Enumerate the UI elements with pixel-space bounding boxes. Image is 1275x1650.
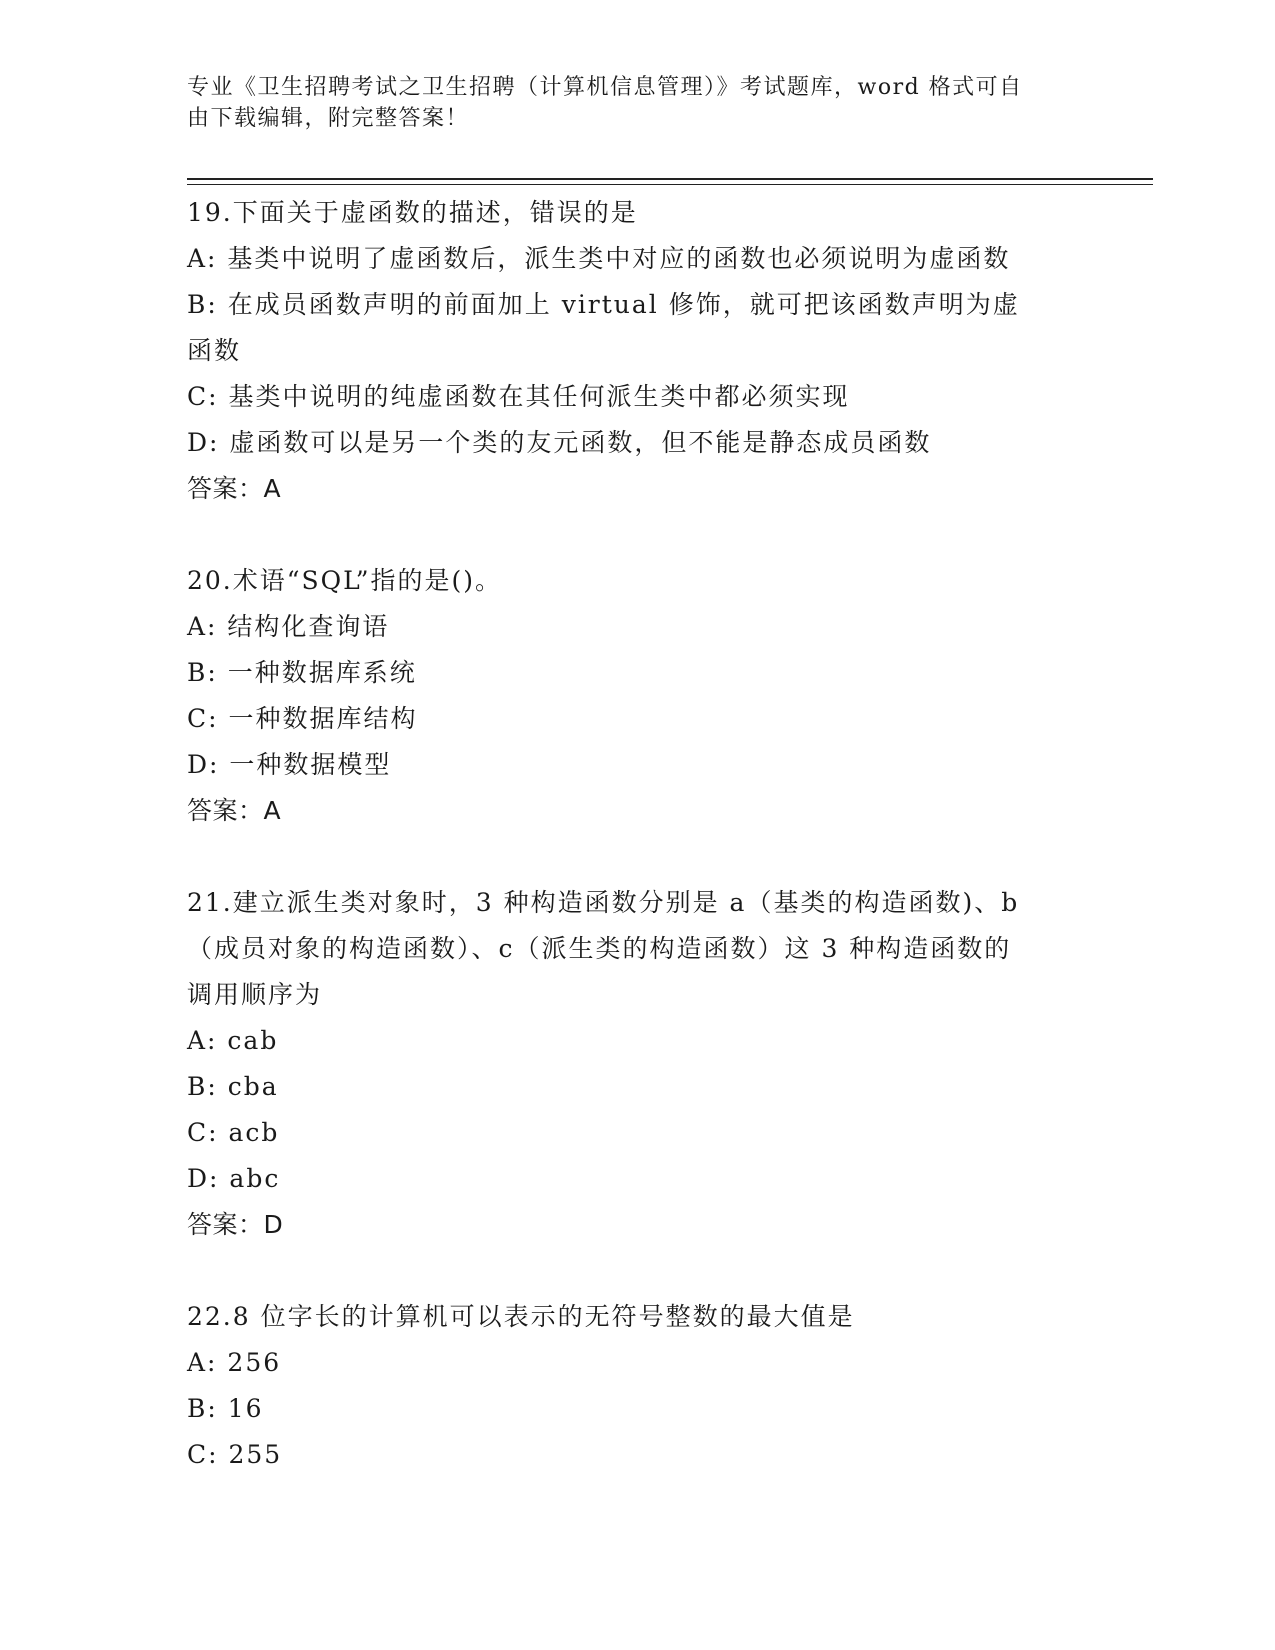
answer-option: 函数 xyxy=(187,336,242,365)
question-block xyxy=(187,880,1087,1248)
answer-key: 答案：D xyxy=(187,1210,284,1239)
document-header xyxy=(187,72,1067,134)
answer-option: D: abc xyxy=(187,1164,281,1193)
answer-key: 答案：A xyxy=(187,474,282,503)
answer-option: B: cba xyxy=(187,1072,279,1101)
answer-option: C: 一种数据库结构 xyxy=(187,704,418,733)
question-stem: 调用顺序为 xyxy=(187,980,323,1009)
question-block xyxy=(187,190,1087,512)
answer-option: B: 16 xyxy=(187,1394,264,1423)
answer-option: A: cab xyxy=(187,1026,279,1055)
answer-option: B: 一种数据库系统 xyxy=(187,658,417,687)
question-stem: 22.8 位字长的计算机可以表示的无符号整数的最大值是 xyxy=(187,1302,855,1331)
question-stem: 20.术语“SQL”指的是()。 xyxy=(187,566,503,595)
answer-option: C: 基类中说明的纯虚函数在其任何派生类中都必须实现 xyxy=(187,382,850,411)
answer-option: C: acb xyxy=(187,1118,280,1147)
question-block xyxy=(187,1294,1087,1478)
header-line-2: 由下载编辑，附完整答案！ xyxy=(187,106,470,131)
question-stem: （成员对象的构造函数）、c（派生类的构造函数）这 3 种构造函数的 xyxy=(187,934,1012,963)
question-stem: 21.建立派生类对象时，3 种构造函数分别是 a（基类的构造函数)、b xyxy=(187,888,1020,917)
header-line-1: 专业《卫生招聘考试之卫生招聘（计算机信息管理）》考试题库，word 格式可自 xyxy=(187,75,1023,100)
header-divider-thin xyxy=(187,184,1153,185)
answer-option: D: 一种数据模型 xyxy=(187,750,392,779)
answer-option: B: 在成员函数声明的前面加上 virtual 修饰，就可把该函数声明为虚 xyxy=(187,290,1020,319)
answer-option: C: 255 xyxy=(187,1440,283,1469)
answer-key: 答案：A xyxy=(187,796,282,825)
question-stem: 19.下面关于虚函数的描述，错误的是 xyxy=(187,198,638,227)
question-block xyxy=(187,558,1087,834)
answer-option: A: 结构化查询语 xyxy=(187,612,390,641)
question-list xyxy=(187,190,1087,1524)
header-divider-thick xyxy=(187,178,1153,180)
answer-option: A: 256 xyxy=(187,1348,282,1377)
answer-option: D: 虚函数可以是另一个类的友元函数，但不能是静态成员函数 xyxy=(187,428,932,457)
answer-option: A: 基类中说明了虚函数后，派生类中对应的函数也必须说明为虚函数 xyxy=(187,244,1011,273)
